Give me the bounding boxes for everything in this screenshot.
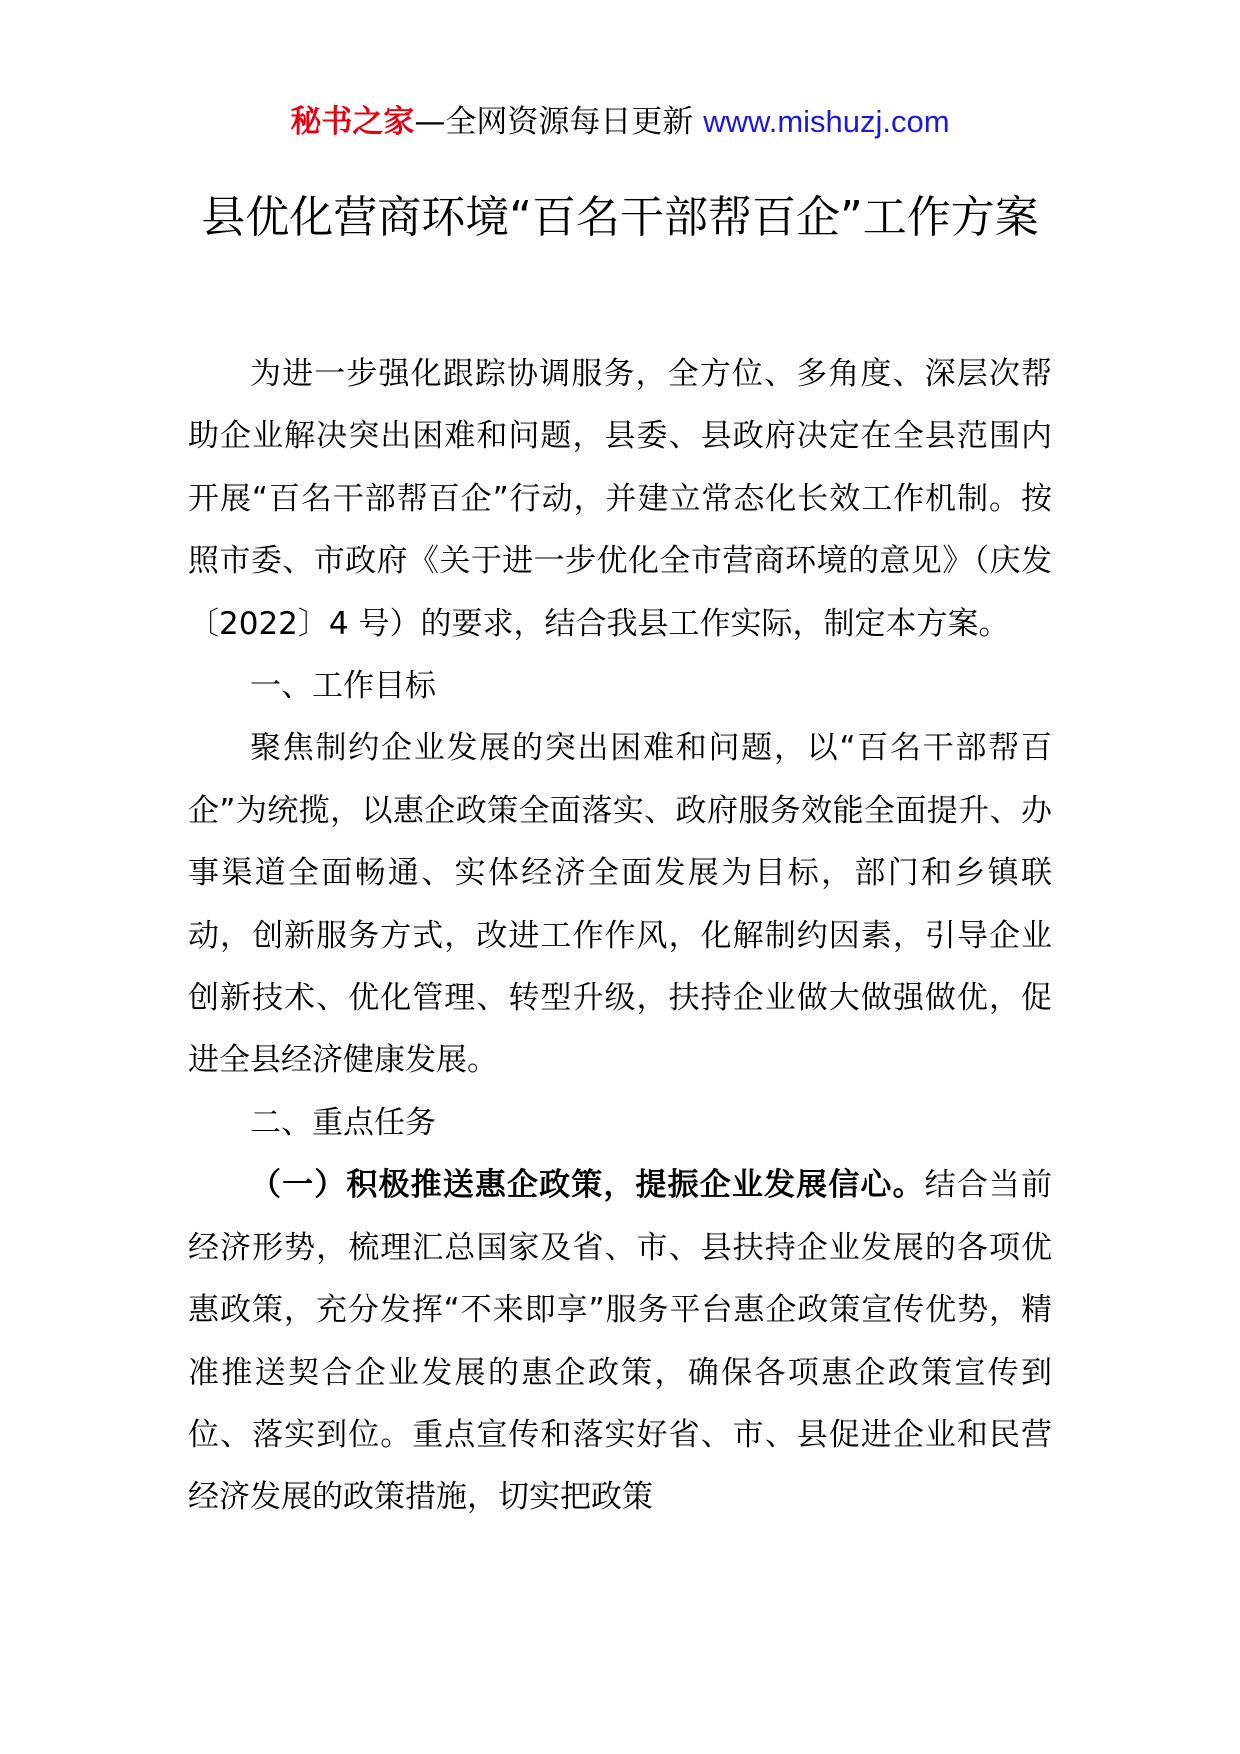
header-tagline: —全网资源每日更新 xyxy=(414,104,704,140)
intro-paragraph: 为进一步强化跟踪协调服务，全方位、多角度、深层次帮助企业解决突出困难和问题，县委、县政府决定在全县范围内开展“百名干部帮百企”行动，并建立常态化长效工作机制。按照市委、市政府《关于进一步优化全市营商环境的意见》（庆发〔2022〕4 号）的要求，结合我县工作实际，制定本方案。 xyxy=(188,356,1052,642)
document-title: 县优化营商环境“百名干部帮百企”工作方案 xyxy=(201,192,1039,243)
document-body xyxy=(188,343,1052,1529)
section-heading-goals: 一、工作目标 xyxy=(250,668,436,705)
section-heading-tasks: 二、重点任务 xyxy=(250,1104,436,1141)
task-1-text: 结合当前经济形势，梳理汇总国家及省、市、县扶持企业发展的各项优惠政策，充分发挥“不来即享”服务平台惠企政策宣传优势，精准推送契合企业发展的惠企政策，确保各项惠企政策宣传到位、落实到位。重点宣传和落实好省、市、县促进企业和民营经济发展的政策措施，切实把政策 xyxy=(188,1167,1052,1516)
site-url-link[interactable]: www.mishuzj.com xyxy=(703,104,950,139)
site-header xyxy=(0,100,1240,144)
brand-name: 秘书之家 xyxy=(290,104,415,140)
task-1-paragraph xyxy=(188,1154,1052,1528)
goals-paragraph: 聚焦制约企业发展的突出困难和问题，以“百名干部帮百企”为统揽，以惠企政策全面落实、政府服务效能全面提升、办事渠道全面畅通、实体经济全面发展为目标，部门和乡镇联动，创新服务方式，改进工作作风，化解制约因素，引导企业创新技术、优化管理、转型升级，扶持企业做大做强做优，促进全县经济健康发展。 xyxy=(188,730,1052,1079)
task-1-lead: （一）积极推送惠企政策，提振企业发展信心。 xyxy=(250,1167,925,1204)
